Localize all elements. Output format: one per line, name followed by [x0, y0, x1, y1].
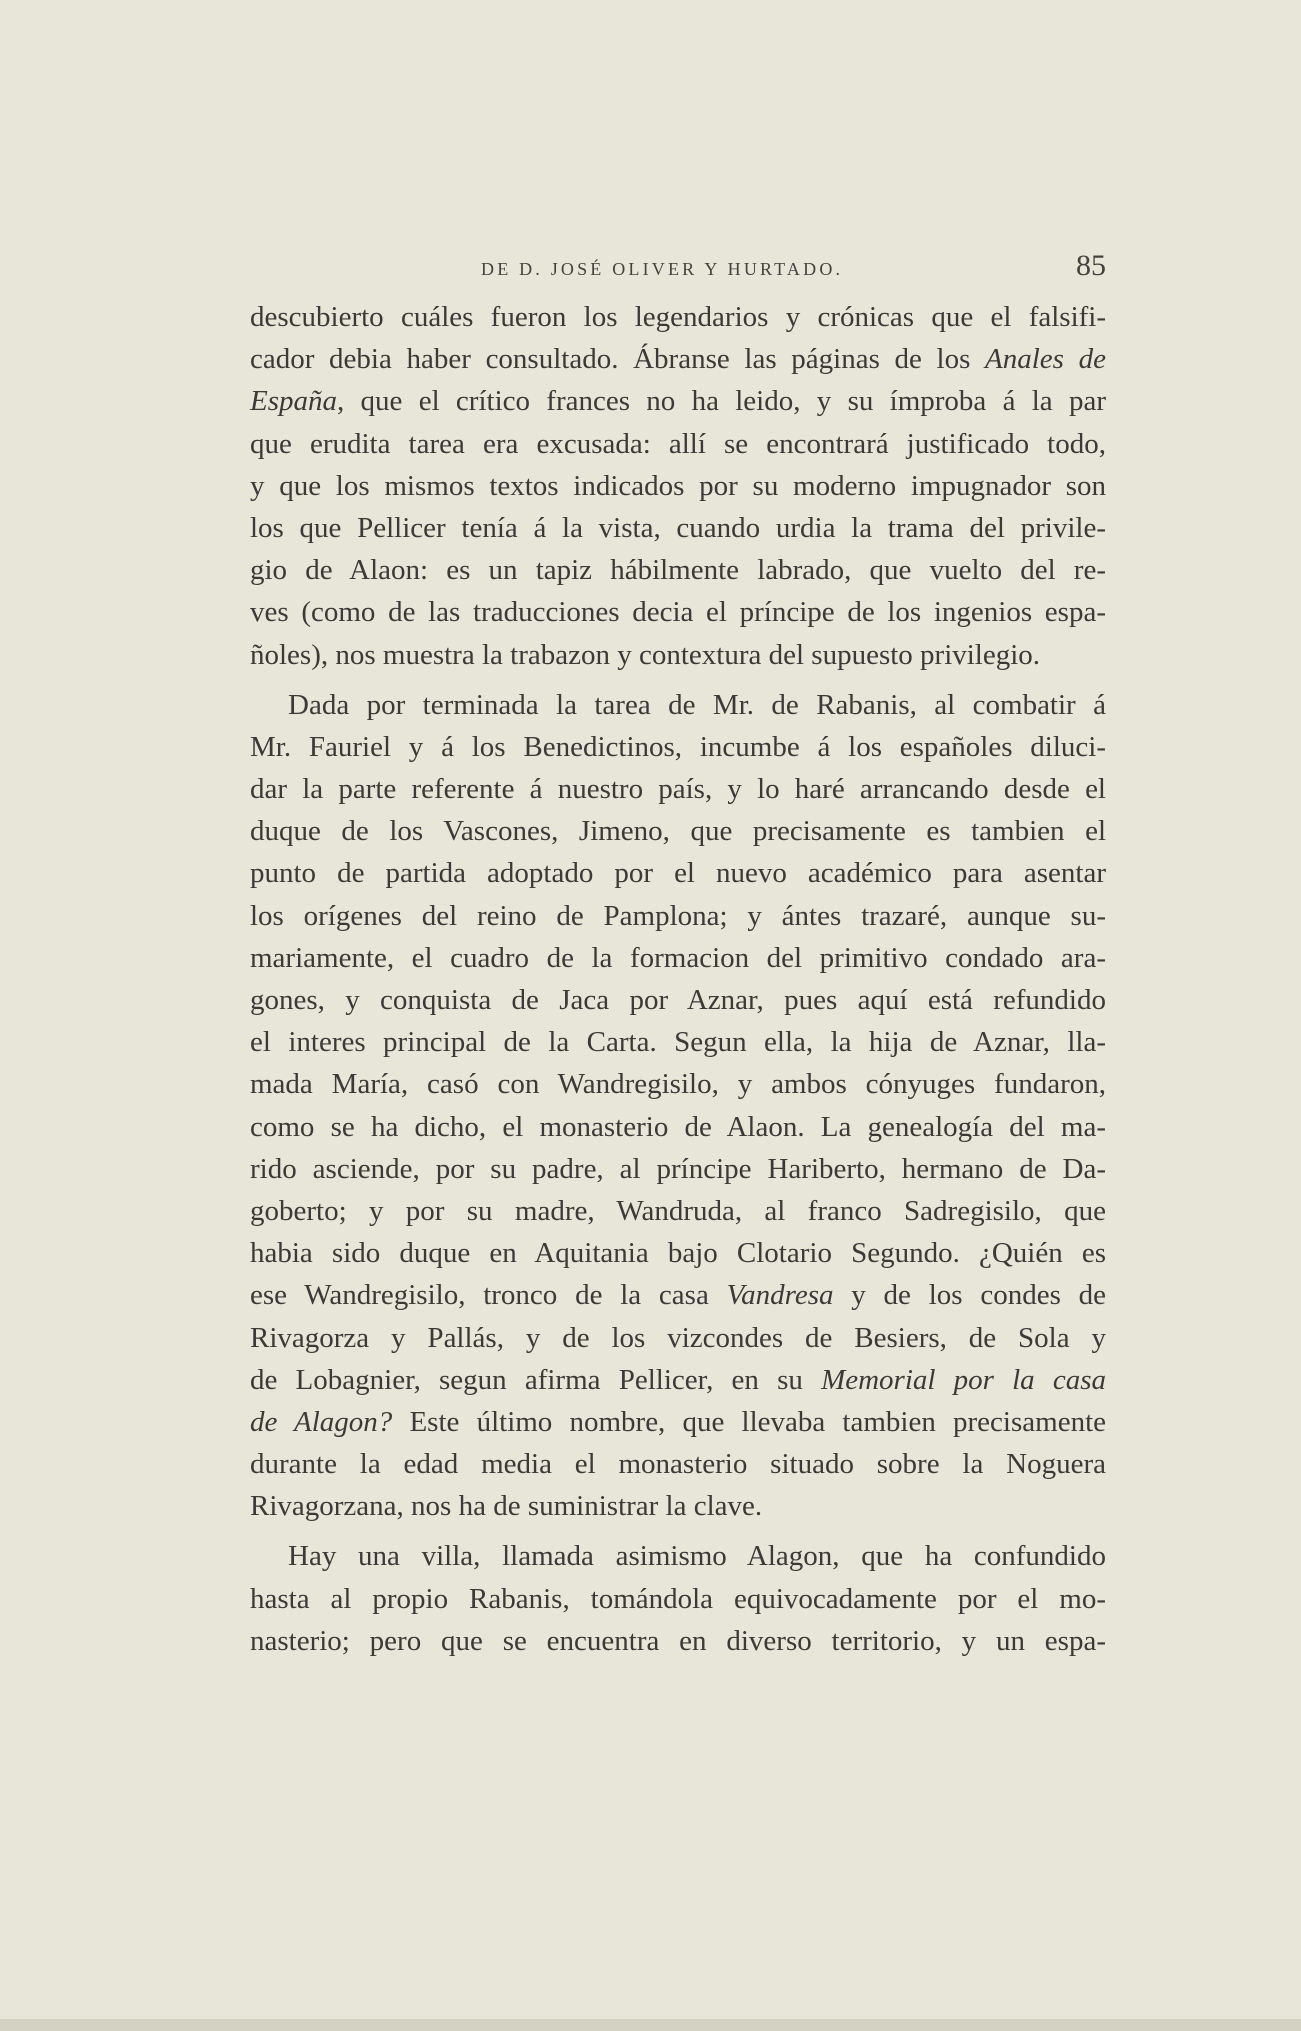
text-line	[250, 1274, 1106, 1316]
text-segment: que erudita tarea era excusada: allí se encontrará justificado todo,	[250, 427, 1106, 460]
text-segment: cador debia haber consultado. Ábranse las páginas de los	[250, 343, 986, 376]
text-segment: duque de los Vascones, Jimeno, que precisamente es tambien el	[250, 815, 1106, 848]
paragraph	[250, 1535, 1106, 1662]
paragraph-gap	[250, 676, 1106, 684]
text-line	[250, 507, 1106, 549]
text-segment: mada María, casó con Wandregisilo, y ambos cónyuges fundaron,	[250, 1068, 1106, 1101]
text-segment: hasta al propio Rabanis, tomándola equivocadamente por el mo-	[250, 1582, 1106, 1615]
text-line	[250, 1190, 1106, 1232]
italic-text: España	[250, 385, 337, 418]
text-line	[250, 1485, 1106, 1527]
text-line	[250, 1317, 1106, 1359]
text-segment: Rivagorza y Pallás, y de los vizcondes de Besiers, de Sola y	[250, 1321, 1106, 1354]
italic-text: Vandresa	[726, 1279, 834, 1312]
text-segment: mariamente, el cuadro de la formacion del primitivo condado ara-	[250, 941, 1106, 974]
text-segment: Rivagorzana, nos ha de suministrar la clave.	[250, 1490, 763, 1523]
text-line	[250, 726, 1106, 768]
paragraph-gap	[250, 1527, 1106, 1535]
text-line	[250, 1063, 1106, 1105]
text-segment: gones, y conquista de Jaca por Aznar, pues aquí está refundido	[250, 984, 1106, 1016]
text-segment: gio de Alaon: es un tapiz hábilmente labrado, que vuelto del re-	[250, 554, 1106, 587]
text-line	[250, 1106, 1106, 1148]
text-line	[250, 634, 1106, 676]
text-line	[250, 684, 1106, 726]
text-segment: Este último nombre, que llevaba tambien precisamente	[392, 1405, 1106, 1438]
text-line	[250, 1148, 1106, 1190]
text-segment: Hay una villa, llamada asimismo Alagon, que ha confundido	[288, 1540, 1106, 1573]
text-line	[250, 1021, 1106, 1063]
text-line	[250, 549, 1106, 591]
text-line	[250, 465, 1106, 507]
text-line	[250, 1359, 1106, 1401]
text-segment: nasterio; pero que se encuentra en diverso territorio, y un espa-	[250, 1624, 1106, 1657]
text-line	[250, 380, 1106, 422]
text-line	[250, 768, 1106, 810]
text-segment: como se ha dicho, el monasterio de Alaon. La genealogía del ma-	[250, 1110, 1106, 1143]
text-segment: los orígenes del reino de Pamplona; y ántes trazaré, aunque su-	[250, 899, 1106, 932]
text-segment: Mr. Fauriel y á los Benedictinos, incumbe á los españoles diluci-	[250, 730, 1106, 763]
text-line	[250, 895, 1106, 937]
text-segment: los que Pellicer tenía á la vista, cuando urdia la trama del privile-	[250, 511, 1106, 544]
text-segment: el interes principal de la Carta. Segun ella, la hija de Aznar, lla-	[250, 1026, 1106, 1059]
page-header	[250, 249, 1106, 293]
text-segment: , que el crítico frances no ha leido, y su ímproba á la par	[337, 385, 1106, 418]
text-segment: descubierto cuáles fueron los legendarios y crónicas que el falsifi-	[250, 301, 1106, 333]
text-segment: punto de partida adoptado por el nuevo académico para asentar	[250, 857, 1106, 890]
text-line	[250, 937, 1106, 979]
text-segment: goberto; y por su madre, Wandruda, al franco Sadregisilo, que	[250, 1194, 1106, 1227]
text-segment: habia sido duque en Aquitania bajo Clotario Segundo. ¿Quién es	[250, 1237, 1106, 1270]
text-segment: de Lobagnier, segun afirma Pellicer, en su	[250, 1363, 822, 1396]
italic-text: Anales de	[985, 343, 1106, 376]
text-segment: Dada por terminada la tarea de Mr. de Rabanis, al combatir á	[288, 688, 1106, 721]
text-line	[250, 1620, 1106, 1662]
page-bottom-edge	[0, 2019, 1301, 2031]
text-segment: dar la parte referente á nuestro país, y lo haré arrancando desde el	[250, 773, 1106, 806]
paragraph	[250, 684, 1106, 1528]
text-segment: durante la edad media el monasterio situado sobre la Noguera	[250, 1448, 1106, 1481]
text-line	[250, 1232, 1106, 1274]
text-line	[250, 338, 1106, 380]
text-segment: ves (como de las traducciones decia el príncipe de los ingenios espa-	[250, 596, 1106, 629]
text-segment: y de los condes de	[833, 1279, 1106, 1312]
text-line	[250, 1401, 1106, 1443]
text-line	[250, 810, 1106, 852]
text-line	[250, 1443, 1106, 1485]
text-line	[250, 852, 1106, 894]
text-line	[250, 296, 1106, 338]
italic-text: de Alagon?	[250, 1405, 393, 1438]
text-segment: rido asciende, por su padre, al príncipe Hariberto, hermano de Da-	[250, 1152, 1106, 1185]
page-number: 85	[1076, 249, 1106, 282]
text-line	[250, 979, 1106, 1021]
italic-text: Memorial por la casa	[821, 1363, 1107, 1396]
text-segment: ñoles), nos muestra la trabazon y contextura del supuesto privilegio.	[250, 638, 1041, 671]
text-line	[250, 591, 1106, 633]
text-segment: ese Wandregisilo, tronco de la casa	[250, 1279, 727, 1312]
body-text	[250, 296, 1106, 1662]
running-head: DE D. JOSÉ OLIVER Y HURTADO.	[481, 259, 844, 279]
text-line	[250, 1535, 1106, 1577]
text-segment: y que los mismos textos indicados por su moderno impugnador son	[250, 469, 1106, 502]
paragraph	[250, 296, 1106, 676]
text-line	[250, 423, 1106, 465]
text-line	[250, 1578, 1106, 1620]
